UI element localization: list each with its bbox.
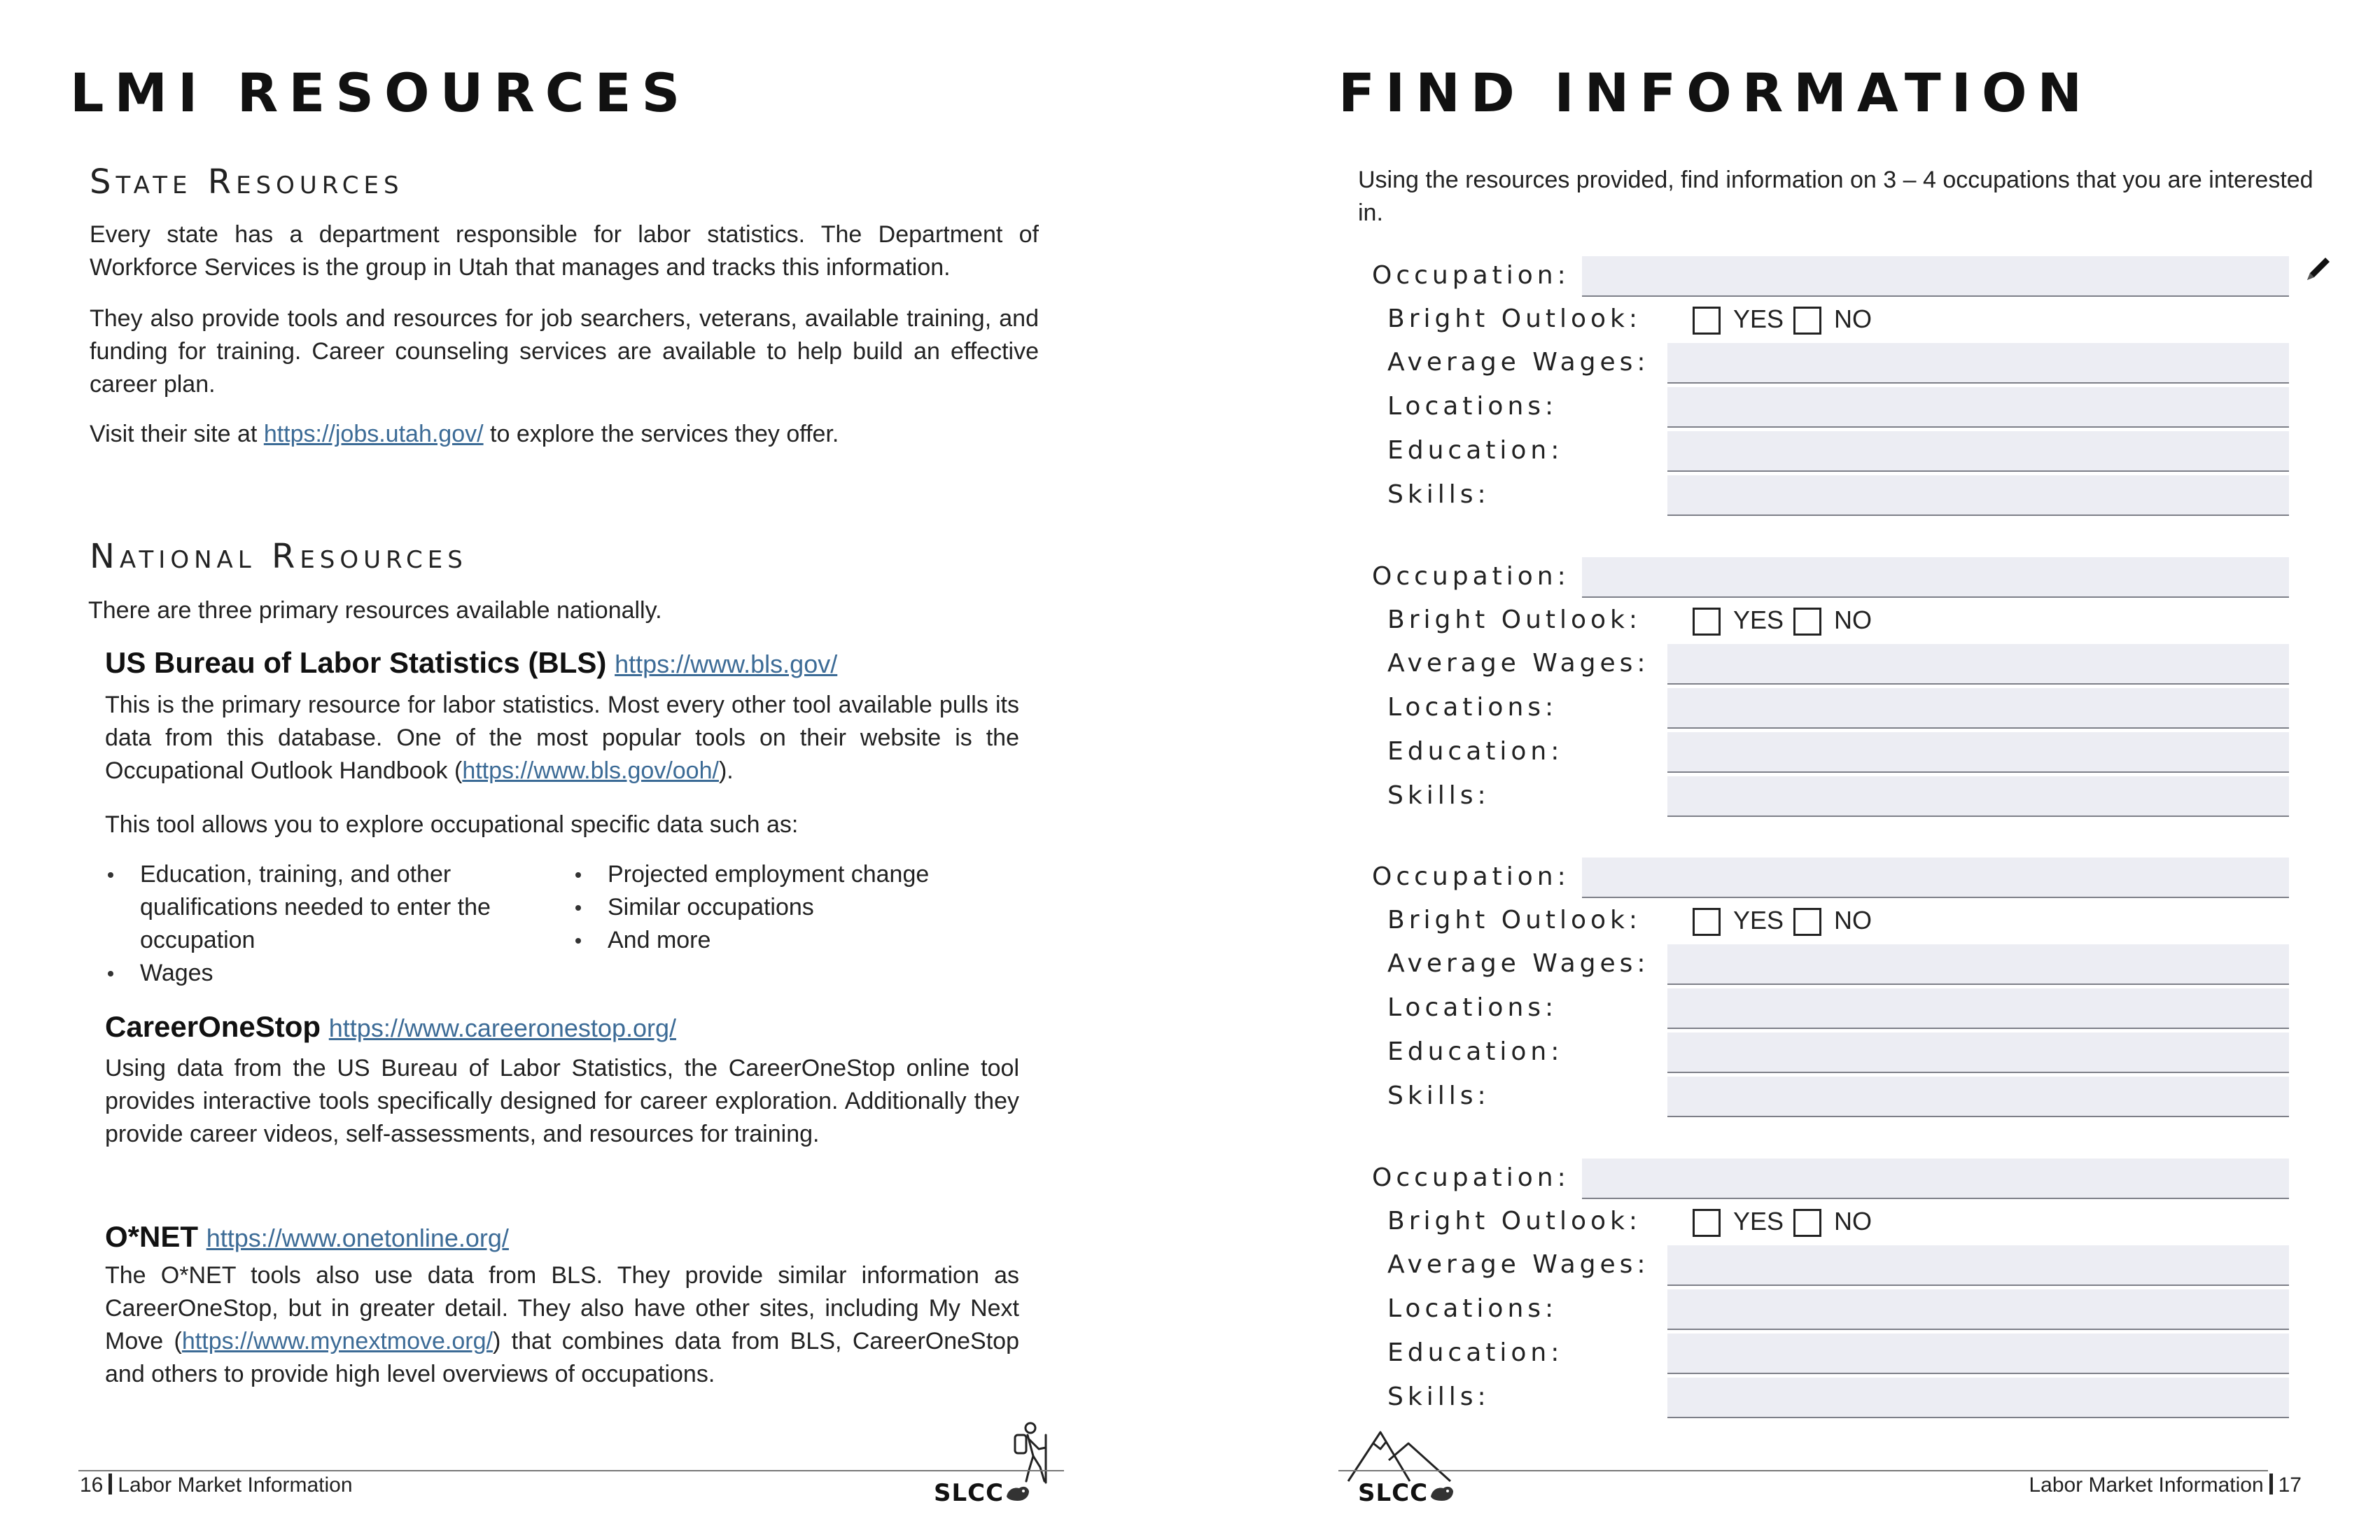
occupation-label: Occupation: bbox=[1372, 1163, 1570, 1192]
education-input[interactable] bbox=[1667, 1032, 2289, 1073]
skills-input[interactable] bbox=[1667, 1378, 2289, 1418]
footer bbox=[2029, 1470, 2302, 1501]
careeronestop-heading bbox=[105, 1009, 676, 1046]
bls-link[interactable]: https://www.bls.gov/ bbox=[615, 650, 838, 678]
bright-outlook-yes-checkbox[interactable] bbox=[1693, 608, 1721, 636]
bls-paragraph-2: This tool allows you to explore occupational specific data such as: bbox=[105, 811, 799, 838]
locations-label: Locations: bbox=[1387, 1294, 1558, 1323]
education-label: Education: bbox=[1387, 436, 1564, 465]
occupation-input[interactable] bbox=[1582, 557, 2289, 598]
education-label: Education: bbox=[1387, 1037, 1564, 1066]
bright-outlook-label: Bright Outlook: bbox=[1387, 304, 1642, 333]
yes-label: YES bbox=[1733, 304, 1784, 333]
state-resources-heading: State Resources bbox=[90, 162, 404, 202]
skills-label: Skills: bbox=[1387, 781, 1490, 810]
skills-label: Skills: bbox=[1387, 480, 1490, 509]
bullet-text: Projected employment change bbox=[608, 861, 930, 888]
logo-text: SLCC bbox=[934, 1479, 1004, 1507]
bullet-icon bbox=[108, 872, 113, 878]
bright-outlook-no-checkbox[interactable] bbox=[1793, 908, 1821, 936]
list-item bbox=[105, 957, 525, 990]
visit-text-after: to explore the services they offer. bbox=[483, 421, 839, 447]
onet-text: The O*NET tools also use data from BLS. They provide similar information as CareerOneStop, but in greater detail. They also have other sites, including My Next Move ( bbox=[105, 1262, 1019, 1354]
list-item bbox=[573, 858, 1021, 891]
bullet-icon bbox=[575, 905, 581, 911]
average-wages-label: Average Wages: bbox=[1387, 949, 1650, 978]
state-paragraph-1: Every state has a department responsible for labor statistics. The Department of Workforce Services is the group in Utah that manages and tracks this information. bbox=[90, 221, 1039, 281]
locations-input[interactable] bbox=[1667, 688, 2289, 729]
mynextmove-link[interactable]: https://www.mynextmove.org/ bbox=[181, 1328, 493, 1354]
no-label: NO bbox=[1834, 304, 1872, 333]
no-label: NO bbox=[1834, 606, 1872, 634]
occupation-label: Occupation: bbox=[1372, 562, 1570, 591]
national-resources-heading: National Resources bbox=[90, 537, 468, 576]
locations-label: Locations: bbox=[1387, 993, 1558, 1022]
locations-input[interactable] bbox=[1667, 988, 2289, 1029]
occupation-input[interactable] bbox=[1582, 858, 2289, 898]
bright-outlook-yes-checkbox[interactable] bbox=[1693, 908, 1721, 936]
bruin-icon bbox=[1429, 1483, 1455, 1504]
bls-bullets-left bbox=[105, 858, 525, 990]
bullet-text: Similar occupations bbox=[608, 894, 814, 920]
right-page bbox=[1190, 0, 2380, 1540]
list-item bbox=[573, 924, 1021, 957]
average-wages-label: Average Wages: bbox=[1387, 649, 1650, 678]
occupation-input[interactable] bbox=[1582, 1158, 2289, 1199]
onet-name: O*NET bbox=[105, 1220, 199, 1253]
locations-label: Locations: bbox=[1387, 693, 1558, 722]
footer-label: Labor Market Information bbox=[118, 1474, 353, 1497]
slcc-logo bbox=[1358, 1479, 1455, 1507]
careeronestop-name: CareerOneStop bbox=[105, 1010, 321, 1043]
footer-separator bbox=[2269, 1474, 2273, 1494]
page-number: 16 bbox=[80, 1474, 104, 1497]
skills-input[interactable] bbox=[1667, 776, 2289, 817]
occupation-form-2 bbox=[1372, 557, 2352, 858]
skills-input[interactable] bbox=[1667, 475, 2289, 516]
education-input[interactable] bbox=[1667, 431, 2289, 472]
education-label: Education: bbox=[1387, 737, 1564, 766]
bullet-icon bbox=[575, 938, 581, 944]
education-input[interactable] bbox=[1667, 1334, 2289, 1374]
bullet-text: Education, training, and other qualifications needed to enter the occupation bbox=[140, 861, 491, 953]
occupation-form-3 bbox=[1372, 858, 2352, 1158]
bright-outlook-no-checkbox[interactable] bbox=[1793, 608, 1821, 636]
bruin-icon bbox=[1005, 1483, 1030, 1504]
average-wages-label: Average Wages: bbox=[1387, 1250, 1650, 1279]
no-label: NO bbox=[1834, 906, 1872, 934]
average-wages-input[interactable] bbox=[1667, 944, 2289, 985]
occupation-label: Occupation: bbox=[1372, 261, 1570, 290]
skills-input[interactable] bbox=[1667, 1077, 2289, 1117]
bls-paragraph-1 bbox=[105, 689, 1019, 788]
footer-label: Labor Market Information bbox=[2029, 1474, 2264, 1497]
no-label: NO bbox=[1834, 1207, 1872, 1236]
bright-outlook-no-checkbox[interactable] bbox=[1793, 1209, 1821, 1237]
occupation-label: Occupation: bbox=[1372, 862, 1570, 891]
onet-paragraph bbox=[105, 1259, 1019, 1391]
logo-text: SLCC bbox=[1358, 1479, 1429, 1507]
instructions: Using the resources provided, find information on 3 – 4 occupations that you are interested in. bbox=[1358, 167, 2314, 226]
locations-input[interactable] bbox=[1667, 1289, 2289, 1330]
average-wages-input[interactable] bbox=[1667, 1245, 2289, 1286]
bls-bullets-right bbox=[573, 858, 1021, 957]
locations-label: Locations: bbox=[1387, 392, 1558, 421]
bls-p1-after: ). bbox=[718, 757, 734, 784]
jobs-utah-link[interactable]: https://jobs.utah.gov/ bbox=[263, 421, 484, 447]
occupation-form-1 bbox=[1372, 256, 2352, 557]
state-paragraph-3 bbox=[90, 418, 1039, 451]
onet-heading bbox=[105, 1219, 509, 1256]
average-wages-input[interactable] bbox=[1667, 644, 2289, 685]
page-title: LMI RESOURCES bbox=[70, 62, 691, 124]
careeronestop-paragraph: Using data from the US Bureau of Labor Statistics, the CareerOneStop online tool provides interactive tools specifically designed for career exploration. Additionally they provide career videos, self-assessments, and resources for training. bbox=[105, 1055, 1019, 1147]
list-item bbox=[573, 891, 1021, 924]
bullet-icon bbox=[575, 872, 581, 878]
bls-name: US Bureau of Labor Statistics (BLS) bbox=[105, 646, 607, 679]
bright-outlook-label: Bright Outlook: bbox=[1387, 1207, 1642, 1236]
average-wages-label: Average Wages: bbox=[1387, 348, 1650, 377]
national-intro: There are three primary resources available nationally. bbox=[88, 597, 662, 624]
careeronestop-link[interactable]: https://www.careeronestop.org/ bbox=[328, 1014, 677, 1042]
footer bbox=[80, 1470, 353, 1501]
bright-outlook-yes-checkbox[interactable] bbox=[1693, 1209, 1721, 1237]
bls-heading bbox=[105, 645, 837, 682]
bright-outlook-yes-checkbox[interactable] bbox=[1693, 307, 1721, 335]
skills-label: Skills: bbox=[1387, 1382, 1490, 1411]
yes-label: YES bbox=[1733, 906, 1784, 934]
mountain-icon bbox=[1345, 1428, 1457, 1484]
onet-link[interactable]: https://www.onetonline.org/ bbox=[206, 1224, 509, 1252]
education-input[interactable] bbox=[1667, 732, 2289, 773]
page-title: FIND INFORMATION bbox=[1338, 62, 2093, 124]
footer-separator bbox=[108, 1474, 112, 1494]
hiker-icon bbox=[1002, 1421, 1051, 1484]
ooh-link[interactable]: https://www.bls.gov/ooh/ bbox=[462, 757, 719, 784]
bright-outlook-label: Bright Outlook: bbox=[1387, 606, 1642, 634]
average-wages-input[interactable] bbox=[1667, 343, 2289, 384]
visit-text: Visit their site at bbox=[90, 421, 264, 447]
bright-outlook-label: Bright Outlook: bbox=[1387, 906, 1642, 934]
bullet-text: And more bbox=[608, 927, 711, 953]
list-item bbox=[105, 858, 525, 957]
onet-text-after: ) that combines data from BLS, CareerOneStop and others to provide high level overviews of occupations. bbox=[105, 1328, 1019, 1387]
locations-input[interactable] bbox=[1667, 387, 2289, 428]
bls-p1-text: This is the primary resource for labor statistics. Most every other tool available pulls its data from this database. One of the most popular tools on their website is the Occupational Outlook Handbook ( bbox=[105, 692, 1019, 784]
yes-label: YES bbox=[1733, 606, 1784, 634]
state-paragraph-2: They also provide tools and resources for job searchers, veterans, available training, and funding for training. Career counseling services are available to help build an effective career plan. bbox=[90, 305, 1039, 398]
yes-label: YES bbox=[1733, 1207, 1784, 1236]
slcc-logo bbox=[934, 1479, 1030, 1507]
bullet-icon bbox=[108, 971, 113, 976]
bullet-text: Wages bbox=[140, 960, 214, 986]
occupation-input[interactable] bbox=[1582, 256, 2289, 297]
skills-label: Skills: bbox=[1387, 1082, 1490, 1110]
page-number: 17 bbox=[2278, 1474, 2302, 1497]
education-label: Education: bbox=[1387, 1338, 1564, 1367]
bright-outlook-no-checkbox[interactable] bbox=[1793, 307, 1821, 335]
occupation-form-4 bbox=[1372, 1158, 2352, 1460]
